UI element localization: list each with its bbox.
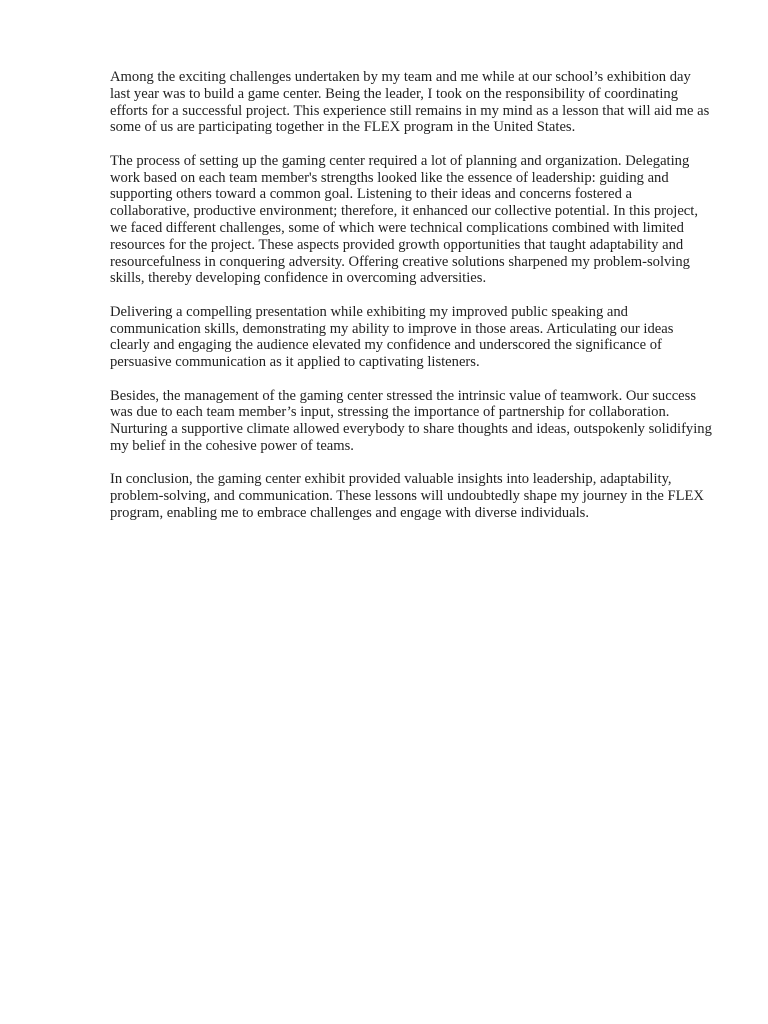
paragraph-3: Delivering a compelling presentation while exhibiting my improved public speaking and communication skills, demonstrating my ability to improve in those areas. Articulating our ideas clearly and engaging the audience elevated my confidence and underscored the significance of persuasive communication as it applied to captivating listeners. xyxy=(110,303,674,371)
document-body xyxy=(110,69,714,538)
paragraph-1: Among the exciting challenges undertaken by my team and me while at our school’s exhibition day last year was to build a game center. Being the leader, I took on the responsibility of coordinating efforts for a successful project. This experience still remains in my mind as a lesson that will aid me as some of us are participating together in the FLEX program in the United States. xyxy=(110,69,710,136)
paragraph-4: Besides, the management of the gaming center stressed the intrinsic value of teamwork. Our success was due to each team member’s input, stressing the importance of partnership for collaboration. Nurturing a supportive climate allowed everybody to share thoughts and ideas, outspokenly solidifying my belief in the cohesive power of teams. xyxy=(110,387,712,454)
paragraph-5: In conclusion, the gaming center exhibit provided valuable insights into leadership, adaptability, problem-solving, and communication. These lessons will undoubtedly shape my journey in the FLEX program, enabling me to embrace challenges and engage with diverse individuals. xyxy=(110,471,704,521)
paragraph-2: The process of setting up the gaming center required a lot of planning and organization. Delegating work based on each team member's strengths looked like the essence of leadership: guiding and supporting others toward a common goal. Listening to their ideas and concerns fostered a collaborative, productive environment; therefore, it enhanced our collective potential. In this project, we faced different challenges, some of which were technical complications combined with limited resources for the project. These aspects provided growth opportunities that taught adaptability and resourcefulness in conquering adversity. Offering creative solutions sharpened my problem-solving skills, thereby developing confidence in overcoming adversities. xyxy=(110,152,698,287)
